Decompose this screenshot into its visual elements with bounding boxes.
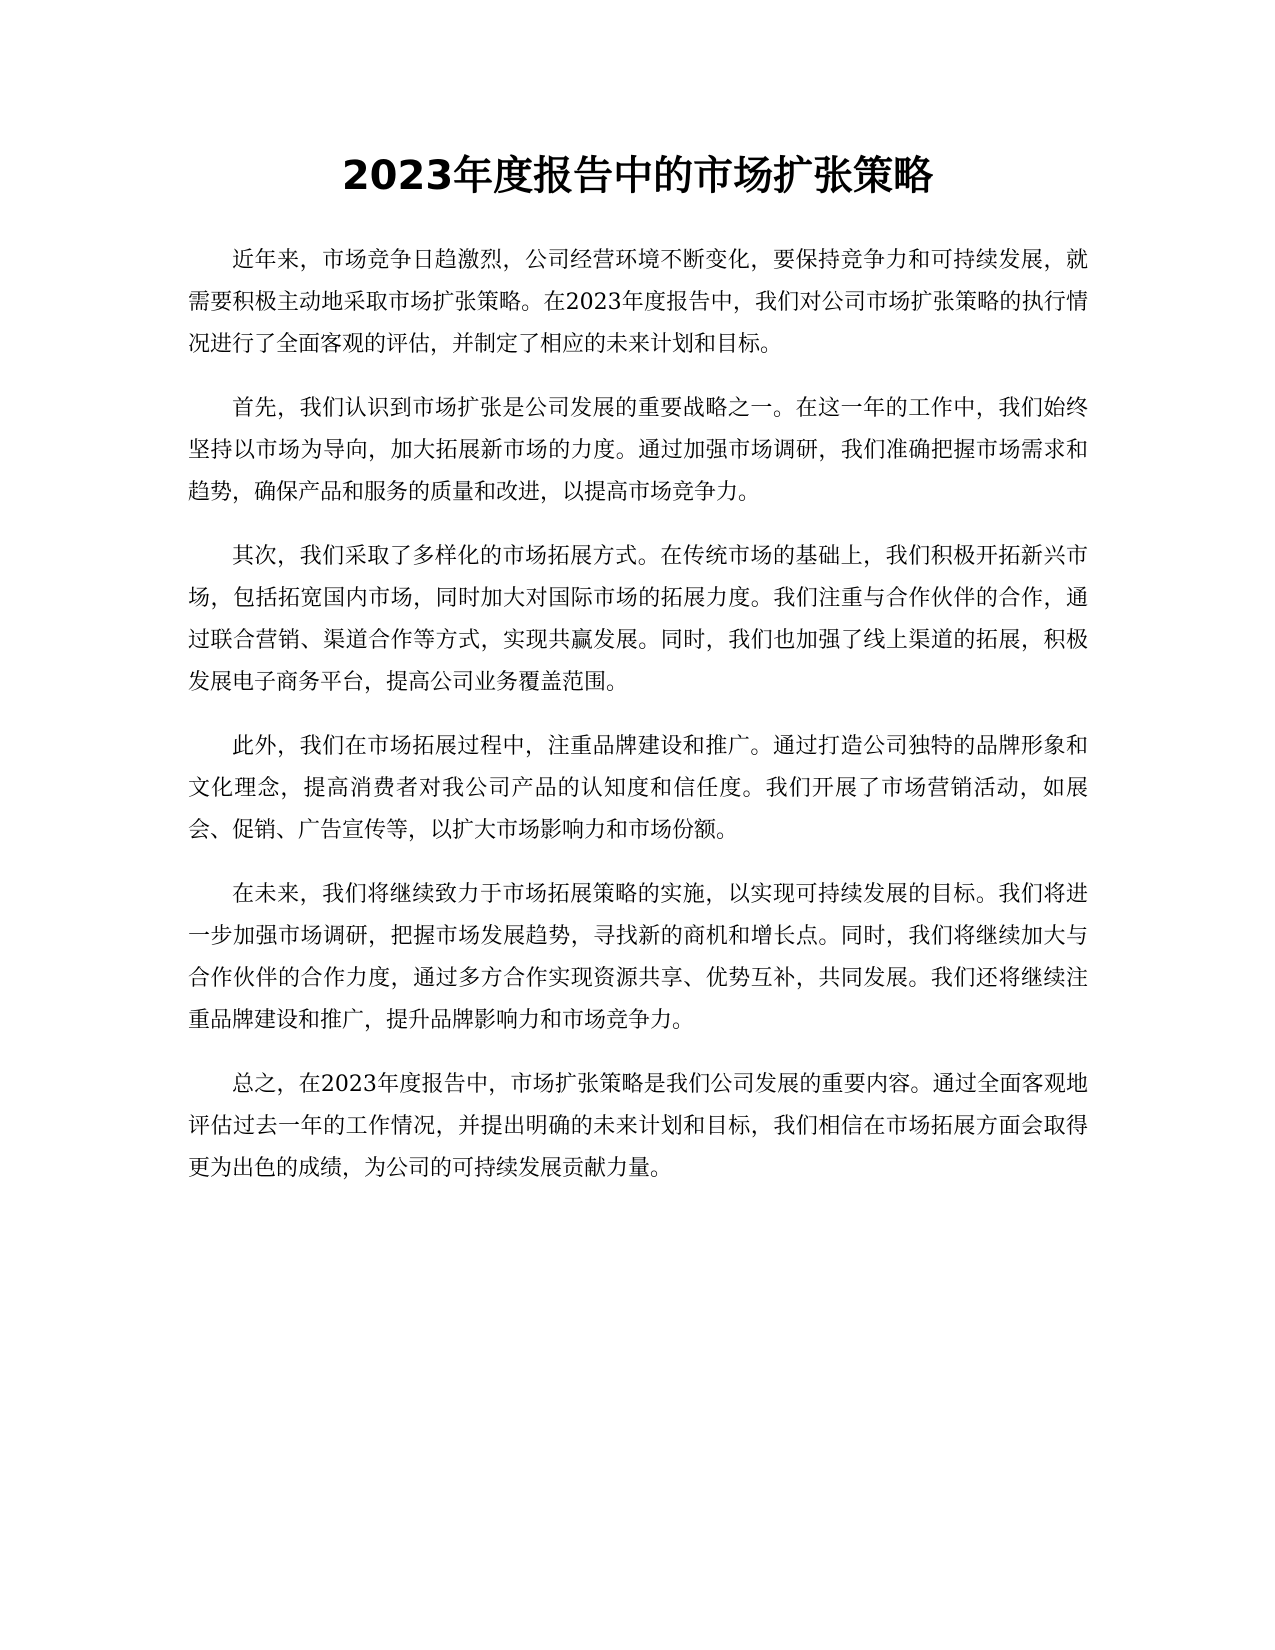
document-title: 2023年度报告中的市场扩张策略 [341,153,934,199]
paragraph-branding: 此外，我们在市场拓展过程中，注重品牌建设和推广。通过打造公司独特的品牌形象和文化理念，提高消费者对我公司产品的认知度和信任度。我们开展了市场营销活动，如展会、促销、广告宣传等，以扩大市场影响力和市场份额。 [188,734,1088,843]
paragraph-second: 其次，我们采取了多样化的市场拓展方式。在传统市场的基础上，我们积极开拓新兴市场，包括拓宽国内市场，同时加大对国际市场的拓展力度。我们注重与合作伙伴的合作，通过联合营销、渠道合作等方式，实现共赢发展。同时，我们也加强了线上渠道的拓展，积极发展电子商务平台，提高公司业务覆盖范围。 [188,544,1088,695]
paragraph-first: 首先，我们认识到市场扩张是公司发展的重要战略之一。在这一年的工作中，我们始终坚持以市场为导向，加大拓展新市场的力度。通过加强市场调研，我们准确把握市场需求和趋势，确保产品和服务的质量和改进，以提高市场竞争力。 [188,396,1088,505]
paragraph-intro: 近年来，市场竞争日趋激烈，公司经营环境不断变化，要保持竞争力和可持续发展，就需要积极主动地采取市场扩张策略。在2023年度报告中，我们对公司市场扩张策略的执行情况进行了全面客观的评估，并制定了相应的未来计划和目标。 [188,248,1088,357]
document-body [188,240,1088,1212]
paragraph-conclusion: 总之，在2023年度报告中，市场扩张策略是我们公司发展的重要内容。通过全面客观地评估过去一年的工作情况，并提出明确的未来计划和目标，我们相信在市场拓展方面会取得更为出色的成绩，为公司的可持续发展贡献力量。 [188,1072,1088,1181]
paragraph-future: 在未来，我们将继续致力于市场拓展策略的实施，以实现可持续发展的目标。我们将进一步加强市场调研，把握市场发展趋势，寻找新的商机和增长点。同时，我们将继续加大与合作伙伴的合作力度，通过多方合作实现资源共享、优势互补，共同发展。我们还将继续注重品牌建设和推广，提升品牌影响力和市场竞争力。 [188,882,1088,1033]
